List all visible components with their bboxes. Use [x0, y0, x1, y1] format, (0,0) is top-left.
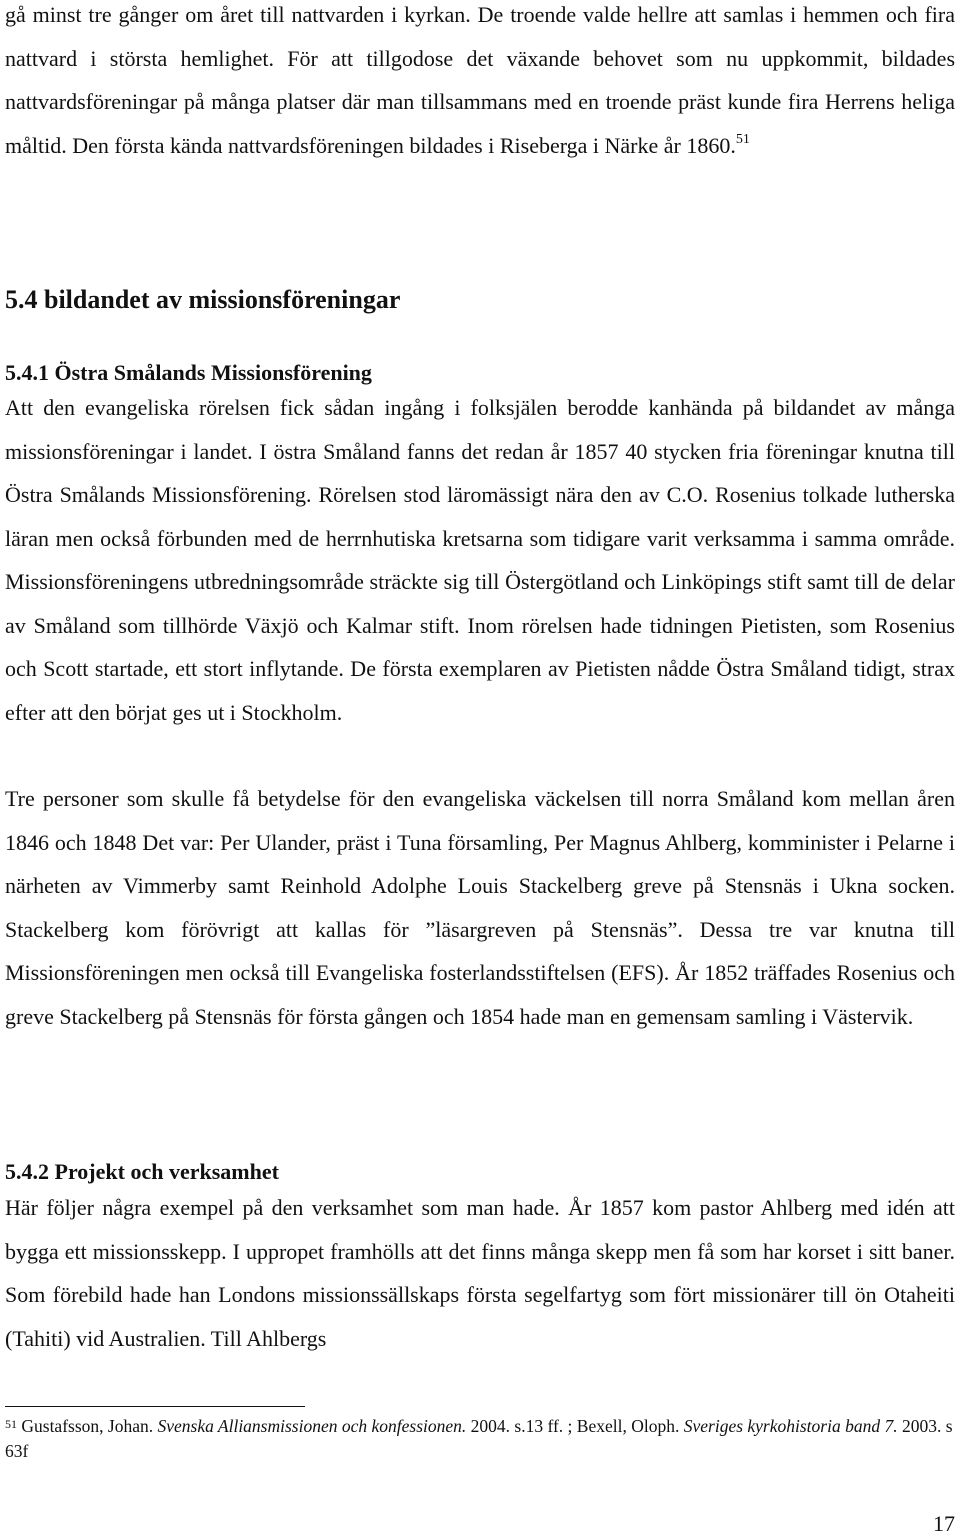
footnote-reference: 51	[735, 131, 750, 147]
paragraph-three-persons: Tre personer som skulle få betydelse för den evangeliska väckelsen till norra Småland kom mellan åren 1846 och 1848 Det var: Per Ulander, präst i Tuna församling, Per Magnus Ahlberg, komminister i Pelarne i närheten av Vimmerby samt Reinhold Adolphe Louis Stackelberg greve på Stensnäs i Ukna socken. Stackelberg kom förövrigt att kallas för ”läsargreven på Stensnäs”. Dessa tre var knutna till Missionsföreningen men också till Evangeliska fosterlandsstiftelsen (EFS). År 1852 träffades Rosenius och greve Stackelberg på Stensnäs för första gången och 1854 hade man en gemensam samling i Västervik.	[5, 786, 955, 1029]
paragraph-missionsforening: Att den evangeliska rörelsen fick sådan ingång i folksjälen berodde kanhända på bildandet av många missionsföreningar i landet. I östra Småland fanns det redan år 1857 40 stycken fria föreningar knutna till Östra Smålands Missionsförening. Rörelsen stod läromässigt nära den av C.O. Rosenius tolkade lutherska läran men också förbunden med de herrnhutiska kretsarna som tidigare varit verksamma i samma område. Missionsföreningens utbredningsområde sträckte sig till Östergötland och Linköpings stift samt till de delar av Småland som tillhörde Växjö och Kalmar stift. Inom rörelsen hade tidningen Pietisten, som Rosenius och Scott startade, ett stort inflytande. De första exemplaren av Pietisten nådde Östra Småland tidigt, strax efter att den börjat ges ut i Stockholm.	[5, 395, 955, 725]
footnote	[5, 1414, 955, 1464]
subsection-heading-missionsforening: 5.4.1 Östra Smålands Missionsförening	[5, 360, 372, 385]
footnote-number: 51	[5, 1417, 17, 1431]
intro-paragraph	[5, 0, 955, 167]
intro-text: gå minst tre gånger om året till nattvarden i kyrkan. De troende valde hellre att samlas i hemmen och fira nattvard i största hemlighet. För att tillgodose det växande behovet som nu uppkommit, bildades nattvardsföreningar på många platser där man tillsammans med en troende präst kunde fira Herrens heliga måltid. Den första kända nattvardsföreningen bildades i Riseberga i Närke år 1860.	[5, 2, 955, 158]
footnote-title-2: Sveriges kyrkohistoria band 7.	[683, 1416, 898, 1436]
footnote-title-1: Svenska Alliansmissionen och konfessionen.	[157, 1416, 467, 1436]
section-heading: 5.4 bildandet av missionsföreningar	[5, 285, 401, 314]
subsection-heading-projekt: 5.4.2 Projekt och verksamhet	[5, 1159, 279, 1184]
page-number: 17	[933, 1511, 955, 1536]
footnote-text-3: 2003. s 63f	[5, 1416, 953, 1461]
footnote-text-1: Gustafsson, Johan.	[17, 1416, 158, 1436]
footnote-divider	[5, 1406, 305, 1407]
paragraph-projekt: Här följer några exempel på den verksamhet som man hade. År 1857 kom pastor Ahlberg med idén att bygga ett missionsskepp. I uppropet framhölls att det finns många skepp men få som har korset i sitt baner. Som förebild hade han Londons missionssällskaps första segelfartyg som fört missionärer till ön Otaheiti (Tahiti) vid Australien. Till Ahlbergs	[5, 1195, 955, 1351]
footnote-text-2: 2004. s.13 ff. ; Bexell, Oloph.	[466, 1416, 684, 1436]
